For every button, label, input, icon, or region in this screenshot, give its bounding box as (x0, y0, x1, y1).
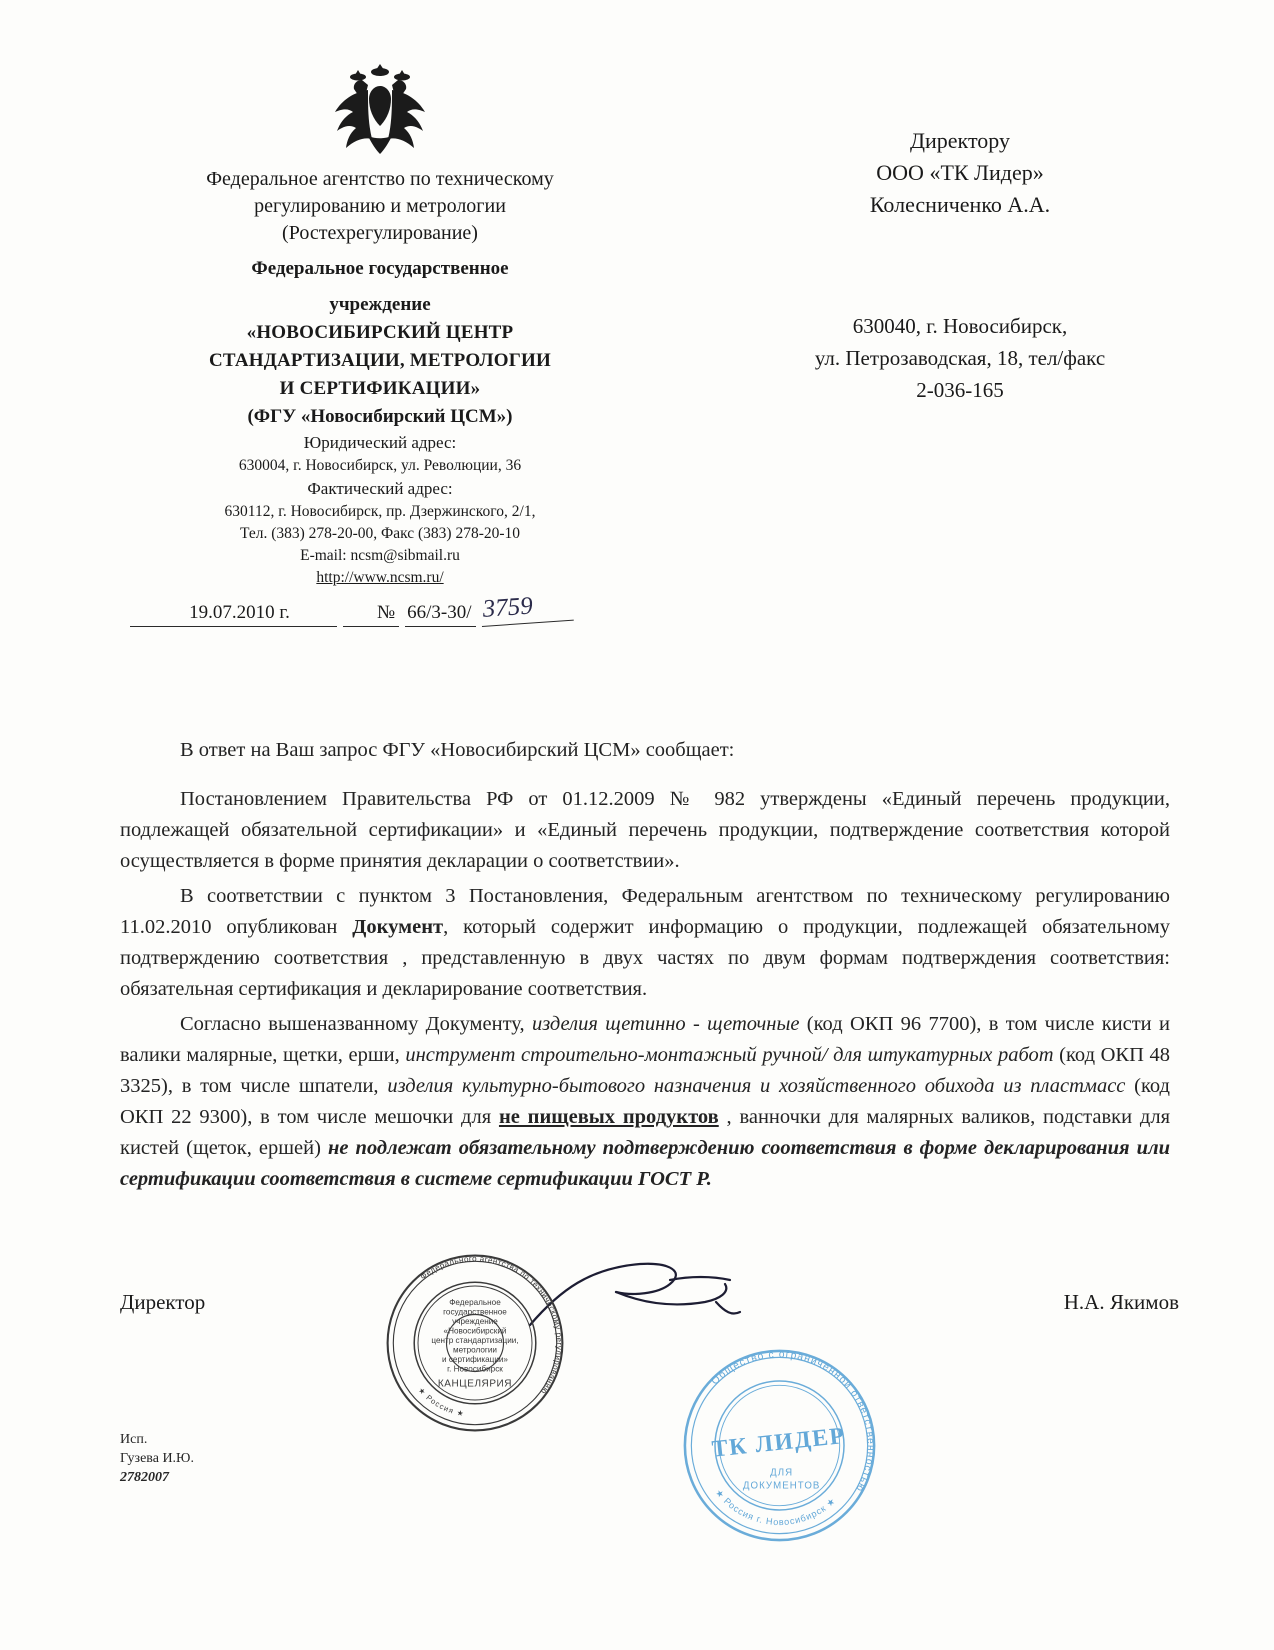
actual-address-label: Фактический адрес: (307, 479, 453, 498)
body-paragraph-2 (120, 881, 1170, 1005)
svg-text:ТК ЛИДЕР: ТК ЛИДЕР (710, 1422, 847, 1463)
svg-text:Федеральное: Федеральное (449, 1298, 501, 1307)
signature-name: Н.А. Якимов (1063, 1290, 1179, 1314)
agency-line-2: регулированию и метрологии (254, 195, 506, 217)
svg-text:учреждение: учреждение (452, 1317, 498, 1326)
svg-text:★ Россия ★: ★ Россия ★ (416, 1385, 466, 1419)
p3-part-b: (код ОКП 96 7700), в том числе кисти и валики малярные, щетки, ерши, (120, 1013, 1170, 1066)
svg-text:ДОКУМЕНТОВ: ДОКУМЕНТОВ (742, 1480, 821, 1492)
body-paragraph-3 (120, 1009, 1170, 1195)
addressee-line-1: Директору (910, 128, 1010, 153)
reference-line (130, 592, 650, 627)
svg-text:государственное: государственное (443, 1307, 507, 1317)
svg-text:Федерального агентства по техн: Федерального агентства по техническому регулированию (418, 1254, 564, 1396)
org-name-line-5: И СЕРТИФИКАЦИИ» (279, 378, 481, 399)
addressee-contact-line-2: ул. Петрозаводская, 18, тел/факс (814, 346, 1106, 370)
svg-text:«Новосибирский: «Новосибирский (443, 1326, 507, 1336)
executor-label: Исп. (120, 1432, 148, 1447)
org-name-short: (ФГУ «Новосибирский ЦСМ») (247, 406, 513, 427)
svg-text:★ Россия г. Новосибирск ★: ★ Россия г. Новосибирск ★ (713, 1487, 838, 1528)
official-round-seal-ncsm (380, 1248, 570, 1438)
actual-address: 630112, г. Новосибирск, пр. Дзержинского, 2/1, (224, 503, 536, 520)
svg-text:КАНЦЕЛЯРИЯ: КАНЦЕЛЯРИЯ (437, 1378, 513, 1390)
legal-address: 630004, г. Новосибирск, ул. Революции, 36 (238, 457, 522, 474)
org-name-line-1: Федеральное государственное (251, 258, 509, 279)
russian-double-headed-eagle-emblem (320, 60, 440, 160)
addressee-line-3: Колесниченко А.А. (869, 192, 1051, 217)
org-name-line-2: учреждение (329, 294, 431, 315)
svg-text:центр стандартизации,: центр стандартизации, (431, 1336, 519, 1345)
p2-part-b: , который содержит информацию о продукции, подлежащей обязательному подтверждению соответствия , представленную в двух частях по двум формам подтверждения соответствия: обязательная сертификация и декларирование соответствия. (120, 916, 1170, 1000)
reference-number-label: № (343, 602, 399, 627)
website-link[interactable]: http://www.ncsm.ru/ (316, 569, 444, 586)
addressee-contact-line-3: 2-036-165 (916, 378, 1004, 402)
svg-text:метрологии: метрологии (453, 1345, 497, 1355)
svg-text:Общество с ограниченной ответс: Общество с ограниченной ответственностью (709, 1349, 876, 1494)
p3-italic-3: изделия культурно-бытового назначения и хозяйственного обихода из пластмасс (387, 1075, 1126, 1097)
company-blue-seal (672, 1338, 887, 1553)
p3-italic-1: изделия щетинно - щеточные (531, 1013, 800, 1035)
body-intro: В ответ на Ваш запрос ФГУ «Новосибирский ЦСМ» сообщает: (180, 739, 735, 761)
phone-fax: Тел. (383) 278-20-00, Факс (383) 278-20-10 (239, 525, 521, 542)
org-name-line-4: СТАНДАРТИЗАЦИИ, МЕТРОЛОГИИ (208, 350, 551, 371)
addressee-line-2: ООО «ТК Лидер» (876, 160, 1044, 185)
p3-underlined-phrase: не пищевых продуктов (498, 1106, 719, 1128)
p3-italic-2: инструмент строительно-монтажный ручной/ для штукатурных работ (405, 1044, 1054, 1066)
agency-line-3: (Ростехрегулирование) (282, 222, 478, 244)
addressee-contact-block (690, 310, 1230, 406)
signature-title: Директор (120, 1290, 206, 1314)
executor-phone: 2782007 (120, 1470, 169, 1485)
p3-part-c: (код ОКП 48 3325), в том числе шпатели, (120, 1044, 1170, 1097)
letterhead-block (120, 60, 640, 589)
agency-line-1: Федеральное агентство по техническому (206, 168, 554, 190)
org-name-line-3: «НОВОСИБИРСКИЙ ЦЕНТР (246, 322, 514, 343)
p3-part-e: , ванночки для малярных валиков, подставки для кистей (щеток, ершей) (120, 1106, 1170, 1159)
svg-text:ДЛЯ: ДЛЯ (770, 1467, 794, 1479)
p2-document-keyword: Документ (352, 916, 444, 938)
executor-name: Гузева И.Ю. (120, 1451, 194, 1466)
addressee-contact-line-1: 630040, г. Новосибирск, (852, 314, 1068, 338)
svg-text:и сертификации»: и сертификации» (442, 1355, 508, 1364)
svg-text:г. Новосибирск: г. Новосибирск (447, 1364, 503, 1374)
legal-address-label: Юридический адрес: (303, 433, 457, 452)
p3-conclusion: не подлежат обязательному подтверждению соответствия в форме декларирования или сертификации соответствия в системе сертификации ГОСТ Р. (120, 1137, 1171, 1190)
body-paragraph-1: Постановлением Правительства РФ от 01.12.2009 № 982 утверждены «Единый перечень продукции, подлежащей обязательной сертификации» и «Единый перечень продукции, подтверждение соответствия которой осуществляется в форме принятия декларации о соответствии». (120, 788, 1170, 872)
letter-body (120, 735, 1170, 1199)
p3-part-d: (код ОКП 22 9300), в том числе мешочки для (120, 1075, 1170, 1128)
reference-date: 19.07.2010 г. (130, 602, 337, 627)
email: E-mail: ncsm@sibmail.ru (300, 547, 460, 564)
reference-number: 66/3-30/ (405, 602, 475, 627)
executor-block (120, 1430, 194, 1487)
p2-part-a: В соответствии с пунктом 3 Постановления, Федеральным агентством по техническому регулированию 11.02.2010 опубликован (120, 885, 1170, 938)
reference-handwritten-number: 3759 (479, 590, 573, 627)
addressee-block (700, 125, 1220, 221)
p3-part-a: Согласно вышеназванному Документу, (180, 1013, 532, 1035)
